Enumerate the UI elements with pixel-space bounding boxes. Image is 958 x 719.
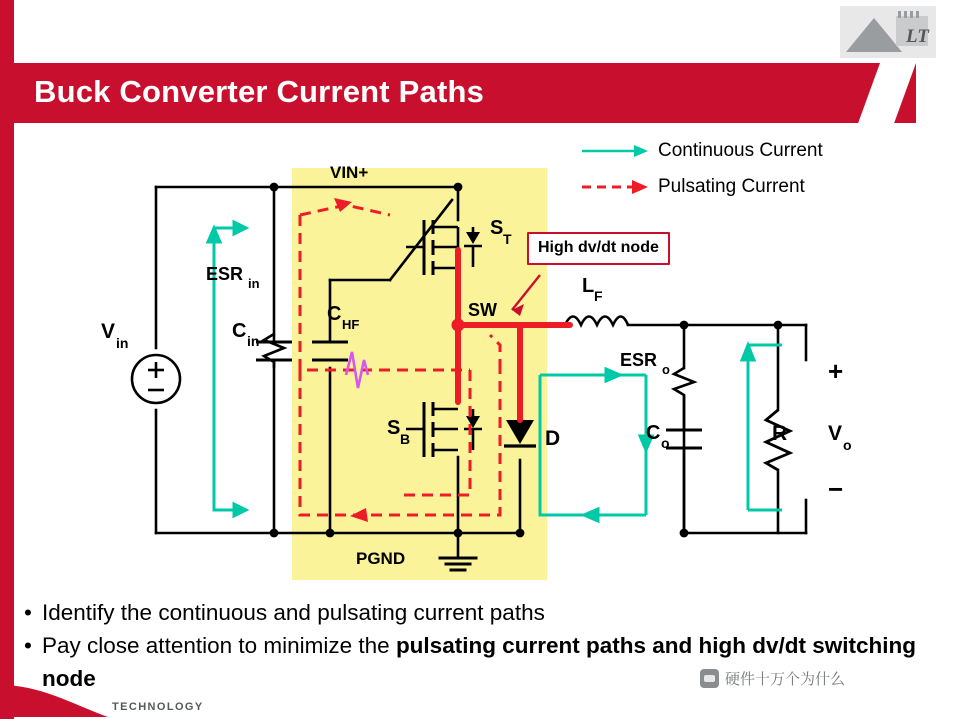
input-voltage-source-symbol: [132, 355, 180, 403]
wechat-icon: [700, 669, 719, 688]
label-lf: L: [582, 275, 595, 297]
esr-out-symbol: [674, 368, 694, 396]
label-esr-o-sub: o: [662, 362, 670, 377]
svg-text:LT: LT: [906, 26, 929, 47]
linear-technology-logo: [840, 6, 936, 58]
brand-footer-word: TECHNOLOGY: [112, 701, 204, 713]
high-dvdt-callout: High dv/dt node: [527, 232, 670, 265]
label-s-bottom: S: [387, 417, 401, 439]
legend-label-continuous: Continuous Current: [658, 140, 823, 161]
label-diode: D: [545, 427, 561, 450]
label-esr-in: ESR: [206, 264, 244, 284]
label-c-hf-sub: HF: [342, 317, 360, 332]
bullet-item-1: [20, 596, 930, 629]
label-pgnd: PGND: [356, 549, 406, 568]
label-sw: SW: [468, 300, 497, 320]
label-vin-plus: VIN+: [330, 163, 369, 182]
label-c-hf: C: [327, 303, 342, 325]
label-c-in: C: [232, 320, 247, 342]
sw-node-dot: [452, 319, 465, 332]
bullet-text-1: Identify the continuous and pulsating current paths: [42, 600, 545, 625]
label-vo-sub: o: [843, 437, 852, 453]
bullet-marker: •: [24, 633, 32, 658]
label-esr-o: ESR: [620, 350, 658, 370]
bullet-text-2b: pulsating current paths and high dv/dt switching node: [42, 633, 916, 691]
label-load-r: R: [772, 422, 788, 445]
label-vin: V: [101, 320, 116, 343]
label-c-o-sub: o: [661, 435, 670, 451]
page-title: Buck Converter Current Paths: [34, 74, 485, 109]
label-esr-in-sub: in: [248, 276, 260, 291]
legend-label-pulsating: Pulsating Current: [658, 176, 805, 197]
bullet-text-2a: Pay close attention to minimize the: [42, 633, 396, 658]
label-c-in-sub: in: [247, 333, 260, 349]
slide-title-band: [14, 63, 916, 123]
label-vo: V: [828, 422, 843, 445]
label-output-minus: −: [828, 474, 844, 504]
watermark-text: 硬件十万个为什么: [725, 671, 846, 688]
label-s-top-sub: T: [503, 231, 512, 247]
label-lf-sub: F: [594, 288, 603, 304]
buck-converter-schematic: [0, 120, 958, 600]
label-s-top: S: [490, 217, 504, 239]
inductor-symbol: [565, 317, 628, 326]
label-s-bottom-sub: B: [400, 431, 411, 447]
bullet-marker: •: [24, 600, 32, 625]
label-c-o: C: [646, 422, 661, 444]
watermark: [700, 668, 845, 689]
label-output-plus: +: [828, 356, 844, 386]
label-vin-sub: in: [116, 335, 129, 351]
